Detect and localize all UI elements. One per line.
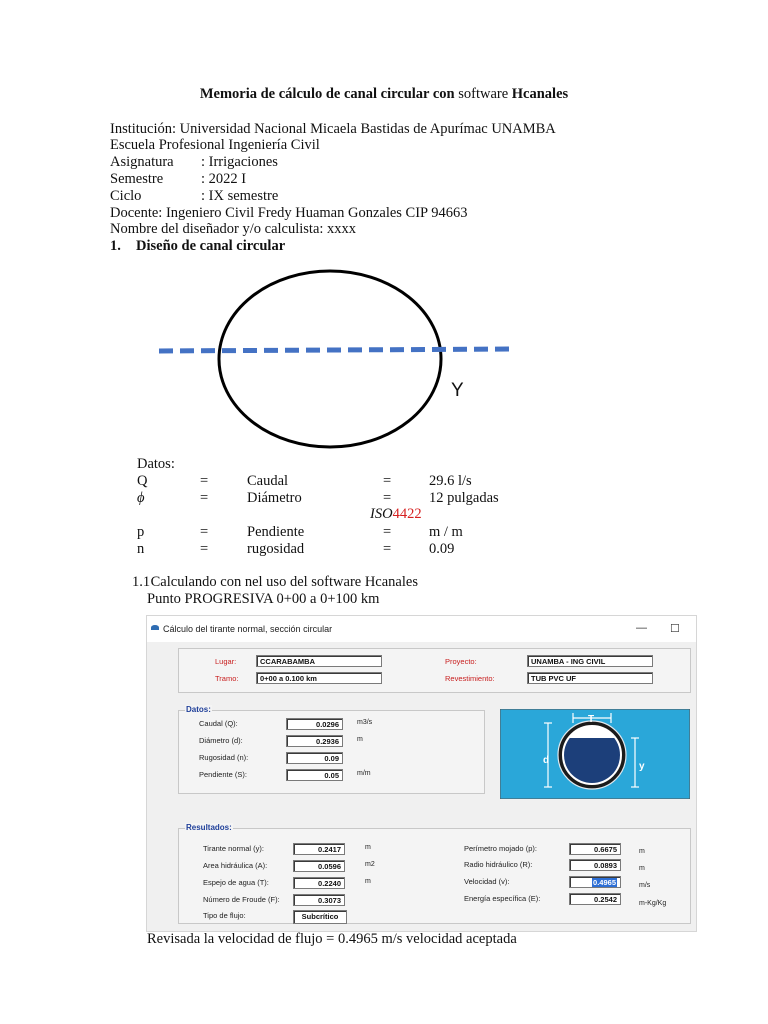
revestimiento-label: Revestimiento: [445,674,495,683]
tramo-label: Tramo: [215,674,239,683]
datos-panel [178,705,485,794]
datos-equals: = [200,541,209,557]
caudal-unit: m3/s [357,719,373,726]
hcanales-dialog [146,615,697,932]
datos-equals: = [383,524,392,540]
tirante-unit: m [365,844,371,851]
area-label: Area hidráulica (A): [203,861,268,870]
espejo-label: Espejo de agua (T): [203,878,269,887]
perimetro-label: Perímetro mojado (p): [464,844,537,853]
datos-symbol: p [137,524,145,540]
velocity-conclusion: Revisada la velocidad de flujo = 0.4965 m/s velocidad aceptada [147,931,517,947]
circular-section-diagram [500,709,690,799]
velocidad-label: Velocidad (v): [464,877,510,886]
revestimiento-field[interactable]: TUB PVC UF [527,672,653,684]
rugosidad-input[interactable]: 0.09 [286,752,343,764]
lugar-label: Lugar: [215,657,237,666]
datos-name: rugosidad [247,541,305,557]
datos-name: Diámetro [247,490,302,506]
flujo-output: Subcrítico [293,910,347,924]
pendiente-label: Pendiente (S): [199,770,247,779]
figure-label-y: Y [451,380,464,401]
iso-reference: ISO4422 [370,506,422,522]
velocidad-unit: m/s [639,882,651,889]
energia-label: Energía específica (E): [464,894,541,903]
datos-value: m / m [429,524,463,540]
diametro-unit: m [357,736,363,743]
caudal-input[interactable]: 0.0296 [286,718,343,730]
diametro-input[interactable]: 0.2936 [286,735,343,747]
datos-symbol: ϕ [137,490,145,506]
diagram-label-y: y [639,761,645,772]
datos-legend: Datos: [186,705,211,714]
perimetro-output: 0.6675 [569,843,621,855]
datos-value: 12 pulgadas [429,490,499,506]
maximize-icon[interactable]: ☐ [670,623,680,635]
datos-equals: = [200,490,209,506]
app-icon [151,625,159,630]
section-heading: 1. Diseño de canal circular [110,238,286,254]
resultados-panel [178,823,691,924]
froude-output: 0.3073 [293,894,345,906]
water-level-dashed-line [159,349,512,351]
energia-unit: m-Kg/Kg [639,900,667,907]
datos-equals: = [383,541,392,557]
proyecto-field[interactable]: UNAMBA - ING CIVIL [527,655,653,667]
datos-heading: Datos: [137,456,175,472]
datos-symbol: n [137,541,145,557]
area-output: 0.0596 [293,860,345,872]
pendiente-input[interactable]: 0.05 [286,769,343,781]
radio-unit: m [639,865,645,872]
resultados-legend: Resultados: [186,823,232,832]
document-title: Memoria de cálculo de canal circular con software Hcanales [199,86,569,102]
area-unit: m2 [365,861,375,868]
dialog-titlebar [147,616,696,642]
channel-circle [219,271,441,447]
datos-equals: = [383,490,392,506]
espejo-unit: m [365,878,371,885]
project-info-panel [178,648,691,693]
datos-equals: = [200,473,209,489]
rugosidad-label: Rugosidad (n): [199,753,249,762]
datos-equals: = [383,473,392,489]
caudal-label: Caudal (Q): [199,719,238,728]
teacher-line: Docente: Ingeniero Civil Fredy Huaman Gonzales CIP 94663 [110,205,468,221]
radio-label: Radio hidráulico (R): [464,860,533,869]
perimetro-unit: m [639,848,645,855]
radio-output: 0.0893 [569,859,621,871]
datos-symbol: Q [137,473,148,489]
semester-line: Semestre : 2022 I [110,171,247,187]
diagram-label-t: T [588,714,595,725]
subject-line: Asignatura : Irrigaciones [110,154,278,170]
designer-line: Nombre del diseñador y/o calculista: xxxx [110,221,357,237]
dialog-title: Cálculo del tirante normal, sección circular [163,624,333,634]
pendiente-unit: m/m [357,770,371,777]
flujo-label: Tipo de flujo: [203,911,246,920]
datos-name: Caudal [247,473,289,489]
institution-line: Institución: Universidad Nacional Micaela Bastidas de Apurímac UNAMBA [110,121,556,137]
cycle-line: Ciclo : IX semestre [110,188,279,204]
subsection-heading: 1.1 Calculando con nel uso del software Hcanales [132,574,418,590]
tirante-label: Tirante normal (y): [203,844,264,853]
tramo-field[interactable]: 0+00 a 0.100 km [256,672,382,684]
minimize-icon[interactable]: — [636,622,647,634]
proyecto-label: Proyecto: [445,657,477,666]
energia-output: 0.2542 [569,893,621,905]
tirante-output: 0.2417 [293,843,345,855]
progresiva-line: Punto PROGRESIVA 0+00 a 0+100 km [147,591,380,607]
datos-value: 0.09 [429,541,455,557]
datos-name: Pendiente [247,524,305,540]
lugar-field[interactable]: CCARABAMBA [256,655,382,667]
datos-value: 29.6 l/s [429,473,472,489]
espejo-output: 0.2240 [293,877,345,889]
froude-label: Número de Froude (F): [203,895,280,904]
datos-equals: = [200,524,209,540]
school-line: Escuela Profesional Ingeniería Civil [110,137,320,153]
velocidad-output[interactable]: 0.4965 [569,876,621,888]
circular-channel-figure [150,268,530,468]
diametro-label: Diámetro (d): [199,736,243,745]
diagram-label-d: d [543,755,550,766]
